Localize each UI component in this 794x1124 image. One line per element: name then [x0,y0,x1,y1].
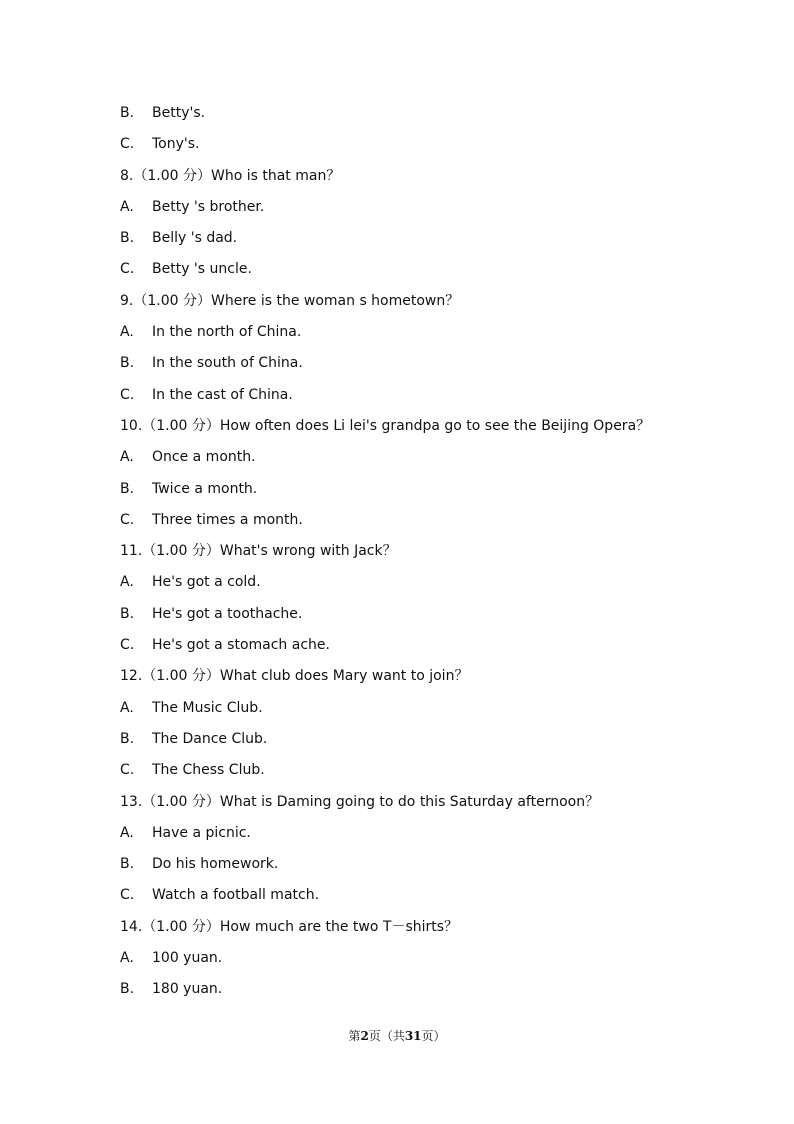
question-line [120,916,740,947]
answer-option [120,728,740,759]
question-text: Who is that man？ [210,167,341,184]
option-text: He's got a stomach ache. [152,637,330,654]
option-text: Do his homework. [152,856,279,873]
option-text: He's got a toothache. [152,605,303,622]
question-text: What is Daming going to do this Saturday afternoon？ [219,793,600,810]
option-text: Twice a month. [152,480,258,497]
question-score: （1.00 分） [142,417,220,434]
option-text: Have a picnic. [152,824,251,841]
question-line [120,415,740,446]
question-line [120,165,740,196]
answer-option [120,258,740,289]
option-text: 100 yuan. [152,950,223,967]
option-label: B. [120,480,135,497]
question-score: （1.00 分） [133,292,211,309]
question-text: Where is the woman s hometown？ [210,292,460,309]
answer-option [120,509,740,540]
option-label: A. [120,574,134,591]
footer-total-pages: 31 [404,1029,422,1043]
question-score: （1.00 分） [133,167,211,184]
option-text: The Music Club. [152,699,263,716]
question-score: （1.00 分） [142,543,220,560]
option-text: Three times a month. [152,511,303,528]
option-text: Betty 's brother. [152,198,265,215]
question-number: 9. [120,292,134,309]
answer-option [120,384,740,415]
option-text: Tony's. [152,136,200,153]
question-text: What club does Mary want to join？ [219,668,469,685]
question-number: 11. [120,543,143,560]
option-label: B. [120,856,135,873]
option-label: A. [120,824,134,841]
answer-option [120,102,740,133]
answer-option [120,227,740,258]
option-label: C. [120,762,135,779]
option-text: In the south of China. [152,355,303,372]
option-text: Once a month. [152,449,256,466]
answer-option [120,133,740,164]
option-label: B. [120,230,135,247]
answer-option [120,634,740,665]
page-footer [0,1027,794,1044]
answer-option [120,196,740,227]
question-number: 8. [120,167,134,184]
option-text: The Chess Club. [152,762,265,779]
question-line [120,791,740,822]
answer-option [120,321,740,352]
option-label: C. [120,261,135,278]
option-label: B. [120,105,135,121]
answer-option [120,571,740,602]
option-text: In the cast of China. [152,386,293,403]
option-label: A. [120,198,134,215]
question-score: （1.00 分） [142,918,220,935]
question-text: How much are the two T－shirts？ [219,918,459,935]
question-number: 12. [120,668,143,685]
option-text: The Dance Club. [152,730,268,747]
option-text: Betty 's uncle. [152,261,252,278]
question-score: （1.00 分） [142,793,220,810]
question-list [120,102,740,1010]
answer-option [120,759,740,790]
option-label: A. [120,449,134,466]
option-label: C. [120,637,135,654]
question-line [120,540,740,571]
question-text: How often does Li lei's grandpa go to see the Beijing Opera？ [219,417,651,434]
option-label: C. [120,136,135,153]
answer-option [120,947,740,978]
option-label: B. [120,730,135,747]
answer-option [120,978,740,1009]
option-label: A. [120,699,134,716]
option-text: Betty's. [152,105,206,121]
option-text: Belly 's dad. [152,230,238,247]
footer-suffix: 页） [421,1029,446,1043]
answer-option [120,478,740,509]
option-label: A. [120,950,134,967]
question-text: What's wrong with Jack？ [219,543,397,560]
question-score: （1.00 分） [142,668,220,685]
option-text: Watch a football match. [152,887,320,904]
option-text: In the north of China. [152,324,302,341]
answer-option [120,603,740,634]
question-number: 13. [120,793,143,810]
answer-option [120,884,740,915]
answer-option [120,822,740,853]
answer-option [120,697,740,728]
footer-prefix: 第 [348,1029,361,1043]
option-label: C. [120,511,135,528]
answer-option [120,352,740,383]
option-label: B. [120,981,135,998]
question-number: 14. [120,918,143,935]
option-label: B. [120,605,135,622]
option-label: C. [120,887,135,904]
option-text: 180 yuan. [152,981,223,998]
question-line [120,665,740,696]
option-label: C. [120,386,135,403]
question-number: 10. [120,417,143,434]
answer-option [120,853,740,884]
option-label: B. [120,355,135,372]
answer-option [120,446,740,477]
footer-page-number: 2 [360,1029,369,1043]
option-text: He's got a cold. [152,574,261,591]
option-label: A. [120,324,134,341]
footer-middle: 页（共 [368,1029,405,1043]
question-line [120,290,740,321]
